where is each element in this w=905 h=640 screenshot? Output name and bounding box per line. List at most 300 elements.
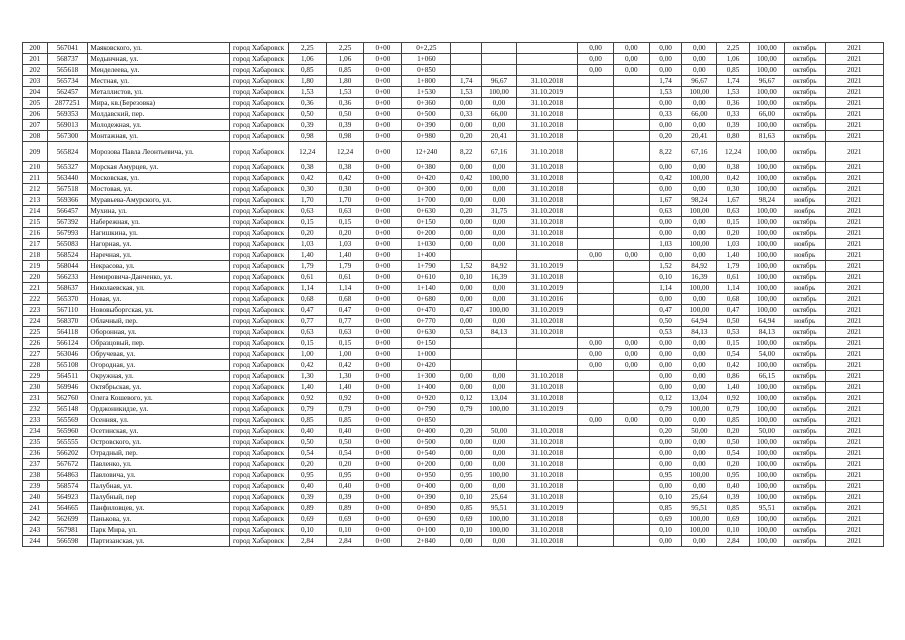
cell-repaired-percent: 84,92 [482, 261, 517, 272]
cell-done-km: 1,67 [649, 195, 682, 206]
cell-repair-date: 31.10.2018 [516, 525, 577, 536]
cell-road-id: 567300 [47, 131, 88, 142]
cell-repair-date: 31.10.2019 [516, 283, 577, 294]
cell-planned-km [578, 294, 614, 305]
cell-total-percent: 100,00 [749, 272, 784, 283]
cell-road-id: 566233 [47, 272, 88, 283]
cell-length-km: 0,10 [288, 525, 326, 536]
cell-total-percent: 100,00 [749, 283, 784, 294]
cell-year: 2021 [825, 109, 883, 120]
cell-done-km: 0,00 [649, 250, 682, 261]
cell-repaired-percent: 95,51 [482, 503, 517, 514]
cell-year: 2021 [825, 360, 883, 371]
cell-planned-km [578, 283, 614, 294]
cell-start-km: 0+00 [364, 327, 402, 338]
cell-planned-km [578, 448, 614, 459]
cell-planned-percent [613, 305, 649, 316]
cell-repaired-percent [482, 250, 517, 261]
cell-road-id: 567392 [47, 217, 88, 228]
cell-month: ноябрь [784, 250, 825, 261]
cell-start-km: 0+00 [364, 481, 402, 492]
cell-row-number: 202 [23, 65, 48, 76]
cell-length-total-km: 0,40 [326, 426, 364, 437]
cell-start-km: 0+00 [364, 459, 402, 470]
cell-city: город Хабаровск [229, 239, 288, 250]
cell-start-km: 0+00 [364, 514, 402, 525]
cell-road-id: 567110 [47, 305, 88, 316]
cell-repaired-percent: 0,00 [482, 448, 517, 459]
cell-start-km: 0+00 [364, 437, 402, 448]
cell-repaired-km: 0,20 [451, 206, 482, 217]
cell-end-km: 0+390 [402, 492, 451, 503]
cell-road-id: 565083 [47, 239, 88, 250]
cell-total-percent: 100,00 [749, 239, 784, 250]
cell-city: город Хабаровск [229, 109, 288, 120]
cell-length-total-km: 1,40 [326, 382, 364, 393]
cell-city: город Хабаровск [229, 173, 288, 184]
cell-repaired-percent: 0,00 [482, 437, 517, 448]
cell-start-km: 0+00 [364, 142, 402, 162]
cell-road-id: 565569 [47, 415, 88, 426]
cell-done-km: 0,00 [649, 162, 682, 173]
cell-road-id: 567672 [47, 459, 88, 470]
cell-row-number: 239 [23, 481, 48, 492]
cell-year: 2021 [825, 382, 883, 393]
cell-length-km: 1,79 [288, 261, 326, 272]
cell-length-km: 0,38 [288, 162, 326, 173]
cell-repaired-km: 0,10 [451, 492, 482, 503]
cell-total-km: 0,54 [717, 349, 750, 360]
cell-start-km: 0+00 [364, 173, 402, 184]
cell-done-percent: 100,00 [682, 239, 717, 250]
cell-repaired-percent: 20,41 [482, 131, 517, 142]
cell-year: 2021 [825, 65, 883, 76]
table-body [23, 43, 884, 547]
cell-end-km: 1+030 [402, 239, 451, 250]
cell-row-number: 221 [23, 283, 48, 294]
cell-repaired-percent [482, 43, 517, 54]
cell-row-number: 218 [23, 250, 48, 261]
cell-row-number: 240 [23, 492, 48, 503]
cell-length-km: 0,98 [288, 131, 326, 142]
cell-city: город Хабаровск [229, 272, 288, 283]
cell-start-km: 0+00 [364, 393, 402, 404]
cell-total-km: 12,24 [717, 142, 750, 162]
cell-planned-percent [613, 142, 649, 162]
cell-month: октябрь [784, 338, 825, 349]
cell-repaired-km: 0,00 [451, 228, 482, 239]
cell-repaired-percent: 66,00 [482, 109, 517, 120]
cell-repaired-km: 0,85 [451, 503, 482, 514]
cell-done-percent: 100,00 [682, 525, 717, 536]
cell-done-km: 1,53 [649, 87, 682, 98]
cell-year: 2021 [825, 514, 883, 525]
cell-year: 2021 [825, 261, 883, 272]
cell-city: город Хабаровск [229, 470, 288, 481]
cell-month: октябрь [784, 459, 825, 470]
cell-year: 2021 [825, 217, 883, 228]
cell-total-percent: 100,00 [749, 525, 784, 536]
cell-length-total-km: 0,38 [326, 162, 364, 173]
cell-done-percent: 100,00 [682, 173, 717, 184]
cell-start-km: 0+00 [364, 316, 402, 327]
cell-length-total-km: 1,00 [326, 349, 364, 360]
cell-total-km: 0,42 [717, 360, 750, 371]
cell-done-km: 0,00 [649, 65, 682, 76]
cell-total-km: 2,84 [717, 536, 750, 547]
cell-planned-km [578, 514, 614, 525]
cell-repair-date: 31.10.2018 [516, 492, 577, 503]
table-row [23, 536, 884, 547]
cell-street-name: Муравьева-Амурского, ул. [88, 195, 229, 206]
cell-end-km: 0+540 [402, 448, 451, 459]
cell-row-number: 212 [23, 184, 48, 195]
cell-length-km: 0,79 [288, 404, 326, 415]
cell-city: город Хабаровск [229, 360, 288, 371]
cell-repair-date: 31.10.2018 [516, 131, 577, 142]
table-row [23, 426, 884, 437]
cell-city: город Хабаровск [229, 448, 288, 459]
cell-start-km: 0+00 [364, 228, 402, 239]
cell-street-name: Нагишкина, ул. [88, 228, 229, 239]
cell-repaired-km: 0,00 [451, 195, 482, 206]
cell-city: город Хабаровск [229, 382, 288, 393]
cell-repaired-km: 8,22 [451, 142, 482, 162]
table-row [23, 261, 884, 272]
cell-street-name: Палубный, пер [88, 492, 229, 503]
cell-row-number: 236 [23, 448, 48, 459]
cell-repaired-percent: 0,00 [482, 120, 517, 131]
cell-total-km: 2,25 [717, 43, 750, 54]
cell-planned-km [578, 120, 614, 131]
cell-row-number: 210 [23, 162, 48, 173]
cell-done-km: 0,12 [649, 393, 682, 404]
cell-repaired-km: 0,00 [451, 162, 482, 173]
cell-length-total-km: 0,63 [326, 327, 364, 338]
cell-planned-percent [613, 261, 649, 272]
cell-year: 2021 [825, 349, 883, 360]
cell-total-km: 0,47 [717, 305, 750, 316]
cell-row-number: 203 [23, 76, 48, 87]
cell-length-km: 1,30 [288, 371, 326, 382]
table-row [23, 305, 884, 316]
cell-end-km: 1+700 [402, 195, 451, 206]
cell-repaired-percent: 25,64 [482, 492, 517, 503]
cell-planned-percent [613, 98, 649, 109]
cell-road-id: 566202 [47, 448, 88, 459]
cell-month: октябрь [784, 349, 825, 360]
cell-repaired-percent: 100,00 [482, 470, 517, 481]
cell-done-km: 0,00 [649, 54, 682, 65]
cell-street-name: Партизанская, ул. [88, 536, 229, 547]
cell-done-km: 0,00 [649, 459, 682, 470]
cell-done-percent: 0,00 [682, 217, 717, 228]
cell-year: 2021 [825, 142, 883, 162]
cell-planned-percent [613, 87, 649, 98]
cell-repaired-km: 0,79 [451, 404, 482, 415]
cell-repaired-percent: 0,00 [482, 316, 517, 327]
cell-row-number: 208 [23, 131, 48, 142]
cell-planned-percent [613, 514, 649, 525]
cell-repaired-percent: 100,00 [482, 514, 517, 525]
cell-row-number: 201 [23, 54, 48, 65]
cell-month: октябрь [784, 382, 825, 393]
cell-total-percent: 100,00 [749, 65, 784, 76]
cell-year: 2021 [825, 404, 883, 415]
cell-done-percent: 64,94 [682, 316, 717, 327]
cell-total-percent: 100,00 [749, 393, 784, 404]
cell-done-percent: 100,00 [682, 470, 717, 481]
cell-length-total-km: 2,84 [326, 536, 364, 547]
cell-length-km: 0,39 [288, 120, 326, 131]
cell-done-percent: 0,00 [682, 228, 717, 239]
cell-row-number: 225 [23, 327, 48, 338]
cell-street-name: Мостовая, ул. [88, 184, 229, 195]
table-row [23, 109, 884, 120]
cell-total-km: 1,06 [717, 54, 750, 65]
cell-total-km: 1,03 [717, 239, 750, 250]
cell-month: октябрь [784, 448, 825, 459]
cell-done-km: 0,00 [649, 120, 682, 131]
cell-planned-km [578, 173, 614, 184]
cell-planned-percent [613, 525, 649, 536]
cell-planned-km [578, 305, 614, 316]
cell-length-km: 0,89 [288, 503, 326, 514]
cell-planned-percent: 0,00 [613, 250, 649, 261]
cell-done-percent: 0,00 [682, 382, 717, 393]
cell-road-id: 565108 [47, 360, 88, 371]
cell-repair-date: 31.10.2019 [516, 404, 577, 415]
cell-total-percent: 100,00 [749, 162, 784, 173]
cell-repaired-km: 0,00 [451, 459, 482, 470]
cell-repair-date: 31.10.2018 [516, 195, 577, 206]
table-row [23, 272, 884, 283]
cell-street-name: Павленко, ул. [88, 459, 229, 470]
cell-repaired-percent: 100,00 [482, 87, 517, 98]
cell-repaired-percent: 13,04 [482, 393, 517, 404]
cell-end-km: 0+390 [402, 120, 451, 131]
cell-end-km: 0+850 [402, 65, 451, 76]
cell-done-percent: 98,24 [682, 195, 717, 206]
table-row [23, 131, 884, 142]
cell-length-km: 0,77 [288, 316, 326, 327]
cell-planned-percent [613, 131, 649, 142]
cell-street-name: Новая, ул. [88, 294, 229, 305]
cell-total-km: 1,40 [717, 250, 750, 261]
cell-month: октябрь [784, 525, 825, 536]
cell-done-percent: 100,00 [682, 283, 717, 294]
cell-total-km: 0,54 [717, 448, 750, 459]
cell-done-km: 0,00 [649, 43, 682, 54]
cell-done-km: 0,00 [649, 360, 682, 371]
cell-planned-percent: 0,00 [613, 349, 649, 360]
cell-length-km: 0,15 [288, 338, 326, 349]
cell-repaired-percent: 96,67 [482, 76, 517, 87]
cell-month: октябрь [784, 109, 825, 120]
cell-street-name: Маяковского, ул. [88, 43, 229, 54]
cell-length-total-km: 0,98 [326, 131, 364, 142]
cell-total-km: 0,40 [717, 481, 750, 492]
cell-total-percent: 100,00 [749, 415, 784, 426]
cell-length-total-km: 0,39 [326, 492, 364, 503]
cell-month: октябрь [784, 65, 825, 76]
table-row [23, 195, 884, 206]
cell-length-total-km: 1,30 [326, 371, 364, 382]
cell-road-id: 569013 [47, 120, 88, 131]
cell-planned-percent [613, 294, 649, 305]
table-row [23, 65, 884, 76]
cell-repair-date: 31.10.2018 [516, 327, 577, 338]
cell-done-percent: 100,00 [682, 87, 717, 98]
cell-length-km: 2,25 [288, 43, 326, 54]
cell-row-number: 207 [23, 120, 48, 131]
cell-city: город Хабаровск [229, 437, 288, 448]
cell-city: город Хабаровск [229, 349, 288, 360]
cell-done-km: 0,79 [649, 404, 682, 415]
table-row [23, 120, 884, 131]
cell-repair-date: 31.10.2018 [516, 470, 577, 481]
cell-planned-km [578, 272, 614, 283]
cell-row-number: 244 [23, 536, 48, 547]
cell-repaired-km: 0,69 [451, 514, 482, 525]
cell-street-name: Огородная, ул. [88, 360, 229, 371]
cell-repair-date [516, 65, 577, 76]
cell-total-percent: 100,00 [749, 120, 784, 131]
cell-year: 2021 [825, 131, 883, 142]
cell-total-km: 1,40 [717, 382, 750, 393]
cell-planned-km [578, 503, 614, 514]
table-row [23, 459, 884, 470]
cell-road-id: 567981 [47, 525, 88, 536]
cell-repair-date [516, 349, 577, 360]
cell-repaired-km: 1,52 [451, 261, 482, 272]
cell-year: 2021 [825, 272, 883, 283]
cell-length-total-km: 0,40 [326, 481, 364, 492]
cell-year: 2021 [825, 327, 883, 338]
cell-end-km: 0+770 [402, 316, 451, 327]
cell-repaired-km [451, 360, 482, 371]
cell-start-km: 0+00 [364, 250, 402, 261]
cell-year: 2021 [825, 448, 883, 459]
cell-repaired-percent: 67,16 [482, 142, 517, 162]
cell-street-name: Окружная, ул. [88, 371, 229, 382]
cell-repair-date [516, 360, 577, 371]
cell-month: октябрь [784, 120, 825, 131]
cell-end-km: 1+400 [402, 250, 451, 261]
cell-done-km: 0,10 [649, 272, 682, 283]
cell-road-id: 564511 [47, 371, 88, 382]
table-row [23, 250, 884, 261]
table-row [23, 481, 884, 492]
cell-month: октябрь [784, 76, 825, 87]
cell-street-name: Образцовый, пер. [88, 338, 229, 349]
table-row [23, 184, 884, 195]
cell-month: ноябрь [784, 206, 825, 217]
cell-end-km: 0+150 [402, 338, 451, 349]
cell-repair-date: 31.10.2018 [516, 371, 577, 382]
cell-start-km: 0+00 [364, 349, 402, 360]
cell-planned-percent [613, 437, 649, 448]
table-row [23, 206, 884, 217]
cell-row-number: 228 [23, 360, 48, 371]
cell-planned-percent [613, 448, 649, 459]
table-row [23, 349, 884, 360]
cell-total-percent: 100,00 [749, 338, 784, 349]
cell-length-total-km: 0,42 [326, 173, 364, 184]
cell-planned-km [578, 162, 614, 173]
cell-length-km: 0,40 [288, 481, 326, 492]
cell-repair-date: 31.10.2018 [516, 109, 577, 120]
cell-total-percent: 100,00 [749, 492, 784, 503]
cell-total-km: 1,14 [717, 283, 750, 294]
cell-end-km: 0+950 [402, 470, 451, 481]
cell-done-percent: 0,00 [682, 294, 717, 305]
cell-repaired-km [451, 349, 482, 360]
cell-repair-date: 31.10.2019 [516, 87, 577, 98]
cell-planned-km [578, 327, 614, 338]
cell-street-name: Островского, ул. [88, 437, 229, 448]
cell-length-total-km: 0,79 [326, 404, 364, 415]
cell-year: 2021 [825, 393, 883, 404]
cell-length-km: 0,15 [288, 217, 326, 228]
cell-total-km: 0,69 [717, 514, 750, 525]
cell-start-km: 0+00 [364, 470, 402, 481]
cell-done-percent: 0,00 [682, 98, 717, 109]
cell-repair-date: 31.10.2018 [516, 382, 577, 393]
cell-year: 2021 [825, 492, 883, 503]
cell-month: октябрь [784, 404, 825, 415]
cell-year: 2021 [825, 87, 883, 98]
table-row [23, 470, 884, 481]
cell-total-percent: 100,00 [749, 87, 784, 98]
cell-street-name: Набережная, ул. [88, 217, 229, 228]
cell-road-id: 2877251 [47, 98, 88, 109]
cell-done-percent: 25,64 [682, 492, 717, 503]
cell-street-name: Отрадный, пер. [88, 448, 229, 459]
cell-end-km: 0+400 [402, 481, 451, 492]
cell-length-km: 1,80 [288, 76, 326, 87]
cell-length-km: 0,20 [288, 459, 326, 470]
cell-month: октябрь [784, 327, 825, 338]
cell-city: город Хабаровск [229, 131, 288, 142]
cell-repaired-percent: 100,00 [482, 404, 517, 415]
cell-road-id: 566598 [47, 536, 88, 547]
cell-planned-percent [613, 459, 649, 470]
cell-repair-date: 31.10.2018 [516, 481, 577, 492]
cell-total-km: 0,36 [717, 98, 750, 109]
cell-repaired-km: 0,47 [451, 305, 482, 316]
cell-repaired-percent: 0,00 [482, 382, 517, 393]
cell-city: город Хабаровск [229, 142, 288, 162]
cell-repaired-km: 0,20 [451, 426, 482, 437]
cell-planned-km: 0,00 [578, 360, 614, 371]
cell-repaired-km: 0,00 [451, 536, 482, 547]
cell-street-name: Панькова, ул. [88, 514, 229, 525]
cell-start-km: 0+00 [364, 371, 402, 382]
cell-road-id: 562699 [47, 514, 88, 525]
cell-planned-percent: 0,00 [613, 54, 649, 65]
cell-total-percent: 100,00 [749, 536, 784, 547]
cell-length-km: 1,06 [288, 54, 326, 65]
cell-total-percent: 100,00 [749, 98, 784, 109]
cell-road-id: 567041 [47, 43, 88, 54]
cell-repaired-percent: 16,39 [482, 272, 517, 283]
cell-total-km: 0,85 [717, 65, 750, 76]
cell-month: ноябрь [784, 316, 825, 327]
cell-planned-km: 0,00 [578, 250, 614, 261]
cell-done-percent: 0,00 [682, 360, 717, 371]
cell-done-km: 1,52 [649, 261, 682, 272]
